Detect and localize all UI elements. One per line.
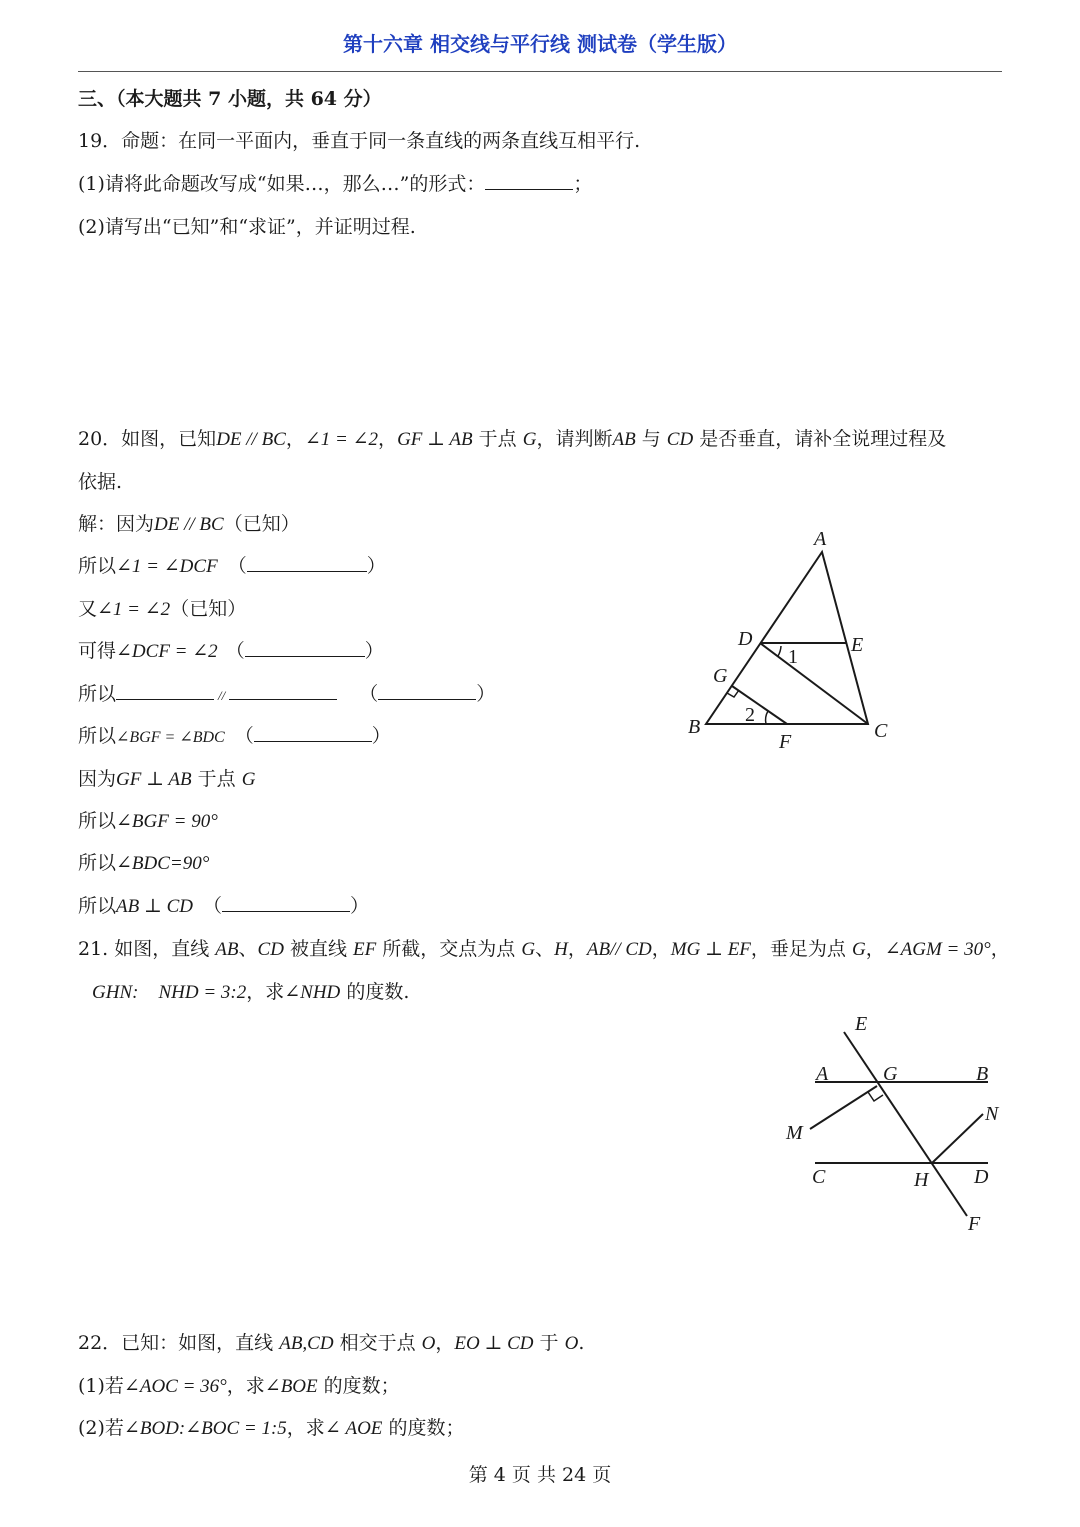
q22-text: ，求 [226, 1375, 265, 1397]
math-expr: AB// CD [586, 939, 652, 960]
label-e: E [851, 634, 864, 656]
answer-blank[interactable] [485, 171, 573, 190]
q22-text: 22．已知：如图，直线 [78, 1332, 280, 1354]
math-expr: ∠BGF = 90° [116, 811, 218, 832]
step-text: （ [359, 683, 379, 705]
q22-text: . [578, 1332, 585, 1354]
q22-line-1 [78, 1330, 584, 1357]
q22-part-1 [78, 1373, 400, 1400]
q20-intro [78, 426, 946, 453]
label-d: D [738, 628, 753, 650]
step-text: 所以 [78, 810, 117, 832]
q20-step-8 [78, 808, 218, 835]
q19-statement: 19．命题：在同一平面内，垂直于同一条直线的两条直线互相平行. [78, 130, 641, 152]
math-expr: ∠AOC = 36° [123, 1376, 227, 1397]
segment-hn [932, 1114, 983, 1163]
label-f: F [779, 731, 792, 753]
q20-intro-cont: 依据. [78, 471, 123, 493]
q20-intro-text: ，请判断 [536, 428, 613, 450]
q21-text: 21. 如图，直线 [78, 938, 216, 960]
q21-text: ，垂足为点 [750, 938, 852, 960]
math-expr: H [554, 939, 568, 960]
step-text: （已知） [170, 598, 247, 620]
math-expr: ∠1 = ∠2 [97, 599, 171, 620]
q20-step-4 [78, 638, 384, 665]
step-text: ） [476, 683, 496, 705]
step-text: （ [225, 640, 245, 662]
label-b: B [688, 716, 701, 738]
math-expr: ∠DCF = ∠2 [116, 641, 218, 662]
math-expr: AB [215, 939, 239, 960]
math-expr: G [241, 769, 256, 790]
parallel-symbol: // [218, 688, 226, 703]
math-expr: G [851, 939, 866, 960]
label-h: H [914, 1169, 929, 1191]
reason-blank[interactable] [378, 681, 476, 700]
q21-text: ， [567, 938, 587, 960]
q21-line-1 [78, 936, 1010, 963]
header-divider [78, 71, 1002, 72]
math-expr: GF ⊥ AB [116, 769, 192, 790]
step-text: 因为 [78, 768, 117, 790]
answer-blank[interactable] [116, 681, 214, 700]
step-text: 所以 [78, 555, 117, 577]
angle-2-arc [766, 711, 768, 724]
segment-mg [810, 1086, 877, 1129]
q21-text: 的度数. [340, 981, 410, 1003]
math-expr: ∠NHD [284, 982, 341, 1003]
right-angle-mark [868, 1092, 883, 1101]
label-a: A [814, 528, 827, 550]
label-c: C [874, 720, 888, 742]
label-e: E [855, 1013, 868, 1035]
math-expr: CD [257, 939, 284, 960]
math-expr: DE // BC [216, 429, 286, 450]
math-expr: AB,CD [279, 1333, 334, 1354]
q21-parallel-lines-figure [780, 1005, 1010, 1235]
q20-step-6 [78, 723, 391, 751]
step-text: 又 [78, 598, 98, 620]
label-d: D [974, 1166, 989, 1188]
q20-step-2 [78, 553, 386, 580]
math-expr: DE // BC [154, 514, 224, 535]
label-m: M [786, 1122, 803, 1144]
math-expr: EO ⊥ CD [454, 1333, 534, 1354]
step-text: 所以 [78, 683, 117, 705]
math-expr: ∠1 = ∠2 [304, 429, 379, 450]
page-header-title: 第十六章 相交线与平行线 测试卷（学生版） [343, 32, 737, 56]
math-expr: ∠AGM = 30° [884, 939, 991, 960]
angle-1-arc [778, 646, 781, 656]
label-angle-1: 1 [788, 646, 798, 668]
math-expr: ∠BDC=90° [116, 853, 210, 874]
reason-blank[interactable] [247, 553, 367, 572]
reason-blank[interactable] [245, 638, 365, 657]
q20-intro-text: 20．如图，已知 [78, 428, 217, 450]
math-expr: GF ⊥ AB [397, 429, 473, 450]
step-text: ） [371, 725, 391, 747]
q22-text: 相交于点 [333, 1332, 422, 1354]
q20-step-9 [78, 850, 209, 877]
math-expr: ∠ AOE [324, 1418, 383, 1439]
step-text: ） [366, 555, 386, 577]
triangle-abc [706, 552, 868, 724]
q19-part1-end: ； [573, 173, 593, 195]
label-angle-2: 2 [745, 704, 755, 726]
math-expr: EF [353, 939, 377, 960]
q22-part-2 [78, 1415, 464, 1442]
q20-step-10 [78, 893, 369, 920]
answer-blank[interactable] [229, 681, 337, 700]
label-g: G [883, 1063, 898, 1085]
q20-step-3 [78, 596, 246, 623]
q20-intro-text: 于点 [472, 428, 523, 450]
label-f: F [968, 1213, 981, 1235]
q22-text: ，求 [286, 1417, 325, 1439]
q20-intro-text: 是否垂直，请补全说理过程及 [693, 428, 947, 450]
math-expr: AB [612, 429, 636, 450]
q19-part1 [78, 171, 592, 197]
label-n: N [985, 1103, 999, 1125]
math-expr: CD [666, 429, 694, 450]
step-text: 所以 [78, 895, 117, 917]
q20-step-7 [78, 766, 255, 793]
q21-text: 所截，交点为点 [376, 938, 522, 960]
step-text: （ [203, 895, 223, 917]
math-expr: ∠BOE [264, 1376, 318, 1397]
label-b: B [976, 1063, 989, 1085]
step-text: 可得 [78, 640, 117, 662]
q22-text: ， [435, 1332, 455, 1354]
q20-step-1 [78, 511, 300, 538]
reason-blank[interactable] [254, 723, 372, 742]
step-text: （ [234, 725, 254, 747]
q21-line-2 [92, 979, 409, 1006]
math-expr: MG ⊥ EF [670, 939, 751, 960]
q22-text: (1)若 [78, 1375, 124, 1397]
q20-intro-text: ， [285, 428, 305, 450]
q21-text: 、 [535, 938, 555, 960]
math-expr: AB ⊥ CD [116, 896, 193, 917]
q22-text: (2)若 [78, 1417, 124, 1439]
math-expr: O [564, 1333, 579, 1354]
q21-text: ， [990, 938, 1010, 960]
segment-gf [732, 686, 787, 724]
label-c: C [812, 1166, 826, 1188]
math-expr: ∠1 = ∠DCF [116, 556, 218, 577]
step-text: 解：因为 [78, 513, 155, 535]
q20-step-5 [78, 681, 495, 709]
math-expr: G [521, 939, 536, 960]
q21-text: 、 [238, 938, 258, 960]
q22-text: 的度数； [317, 1375, 400, 1397]
step-text: 所以 [78, 725, 117, 747]
q19-part2: (2)请写出“已知”和“求证”，并证明过程. [78, 216, 416, 238]
q20-intro-text: 与 [635, 428, 667, 450]
step-text: ） [350, 895, 370, 917]
math-expr: GHN: [92, 982, 139, 1003]
reason-blank[interactable] [222, 893, 350, 912]
step-text: （ [227, 555, 247, 577]
q19-part1-text: (1)请将此命题改写成“如果…，那么…”的形式： [78, 173, 486, 195]
q22-text: 于 [533, 1332, 565, 1354]
q21-text: 被直线 [283, 938, 354, 960]
math-expr: ∠BOD:∠BOC = 1:5 [123, 1418, 287, 1439]
q20-triangle-figure [680, 520, 910, 760]
section-heading: 三、（本大题共 7 小题，共 64 分） [78, 88, 382, 110]
step-text: 所以 [78, 852, 117, 874]
math-expr: G [522, 429, 537, 450]
label-a: A [816, 1063, 829, 1085]
line-ef [844, 1032, 967, 1216]
q21-text: ， [865, 938, 885, 960]
step-text: ） [364, 640, 384, 662]
label-g: G [713, 665, 728, 687]
q22-text: 的度数； [382, 1417, 465, 1439]
math-expr: NHD = 3:2 [158, 982, 247, 1003]
page-footer: 第 4 页 共 24 页 [468, 1464, 612, 1486]
q21-text: ，求 [246, 981, 285, 1003]
step-text: 于点 [191, 768, 242, 790]
q21-text: ， [651, 938, 671, 960]
q20-intro-text: ， [378, 428, 398, 450]
math-expr: O [421, 1333, 436, 1354]
step-text: （已知） [223, 513, 300, 535]
math-expr: ∠BGF = ∠BDC [116, 729, 225, 746]
